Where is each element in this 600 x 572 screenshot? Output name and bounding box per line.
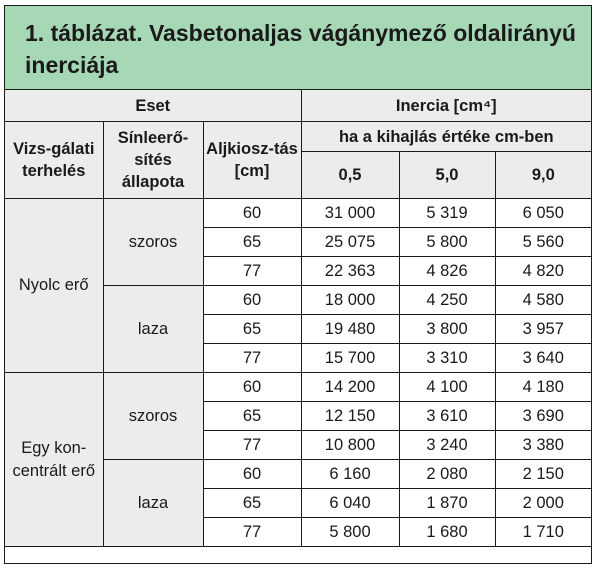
spacing-cell: 60 — [203, 460, 301, 489]
spacing-cell: 65 — [203, 228, 301, 257]
subgroup-state: laza — [103, 286, 203, 373]
value-cell: 15 700 — [301, 344, 399, 373]
value-cell: 3 380 — [495, 431, 591, 460]
value-cell: 3 240 — [399, 431, 495, 460]
table-title: 1. táblázat. Vasbetonaljas vágánymező oldalirányú inerciája — [5, 6, 591, 90]
value-cell: 10 800 — [301, 431, 399, 460]
spacing-cell: 77 — [203, 344, 301, 373]
spacing-cell: 77 — [203, 257, 301, 286]
header-kihajlas: ha a kihajlás értéke cm-ben — [301, 122, 591, 152]
value-cell: 3 610 — [399, 402, 495, 431]
value-cell: 14 200 — [301, 373, 399, 402]
subgroup-state: szoros — [103, 373, 203, 460]
value-cell: 4 180 — [495, 373, 591, 402]
value-cell: 3 957 — [495, 315, 591, 344]
value-cell: 1 710 — [495, 518, 591, 547]
value-cell: 4 820 — [495, 257, 591, 286]
value-cell: 1 870 — [399, 489, 495, 518]
value-cell: 6 040 — [301, 489, 399, 518]
header-kihajlas-1: 0,5 — [301, 152, 399, 199]
value-cell: 31 000 — [301, 199, 399, 228]
header-eset: Eset — [5, 90, 301, 122]
value-cell: 2 080 — [399, 460, 495, 489]
value-cell: 3 690 — [495, 402, 591, 431]
header-vizsgalati-terheles: Vizs-gálati terhelés — [5, 122, 103, 199]
value-cell: 2 000 — [495, 489, 591, 518]
inertia-table — [5, 90, 591, 547]
value-cell: 2 150 — [495, 460, 591, 489]
header-sinleerosites-allapota: Sínleerő-sítés állapota — [103, 122, 203, 199]
subgroup-state: laza — [103, 460, 203, 547]
value-cell: 4 100 — [399, 373, 495, 402]
header-inercia: Inercia [cm⁴] — [301, 90, 591, 122]
value-cell: 25 075 — [301, 228, 399, 257]
value-cell: 1 680 — [399, 518, 495, 547]
spacing-cell: 65 — [203, 402, 301, 431]
value-cell: 5 560 — [495, 228, 591, 257]
value-cell: 3 310 — [399, 344, 495, 373]
header-kihajlas-3: 9,0 — [495, 152, 591, 199]
value-cell: 6 160 — [301, 460, 399, 489]
spacing-cell: 77 — [203, 431, 301, 460]
value-cell: 18 000 — [301, 286, 399, 315]
table-frame — [4, 5, 592, 564]
group-load: Egy kon-centrált erő — [5, 373, 103, 547]
spacing-cell: 65 — [203, 489, 301, 518]
value-cell: 4 826 — [399, 257, 495, 286]
header-kihajlas-2: 5,0 — [399, 152, 495, 199]
value-cell: 5 800 — [301, 518, 399, 547]
value-cell: 12 150 — [301, 402, 399, 431]
value-cell: 4 580 — [495, 286, 591, 315]
spacing-cell: 60 — [203, 286, 301, 315]
value-cell: 5 800 — [399, 228, 495, 257]
value-cell: 19 480 — [301, 315, 399, 344]
value-cell: 6 050 — [495, 199, 591, 228]
spacing-cell: 65 — [203, 315, 301, 344]
value-cell: 5 319 — [399, 199, 495, 228]
header-aljkiosztas: Aljkiosz-tás [cm] — [203, 122, 301, 199]
spacing-cell: 60 — [203, 199, 301, 228]
value-cell: 22 363 — [301, 257, 399, 286]
subgroup-state: szoros — [103, 199, 203, 286]
value-cell: 4 250 — [399, 286, 495, 315]
value-cell: 3 800 — [399, 315, 495, 344]
spacing-cell: 77 — [203, 518, 301, 547]
value-cell: 3 640 — [495, 344, 591, 373]
spacing-cell: 60 — [203, 373, 301, 402]
group-load: Nyolc erő — [5, 199, 103, 373]
